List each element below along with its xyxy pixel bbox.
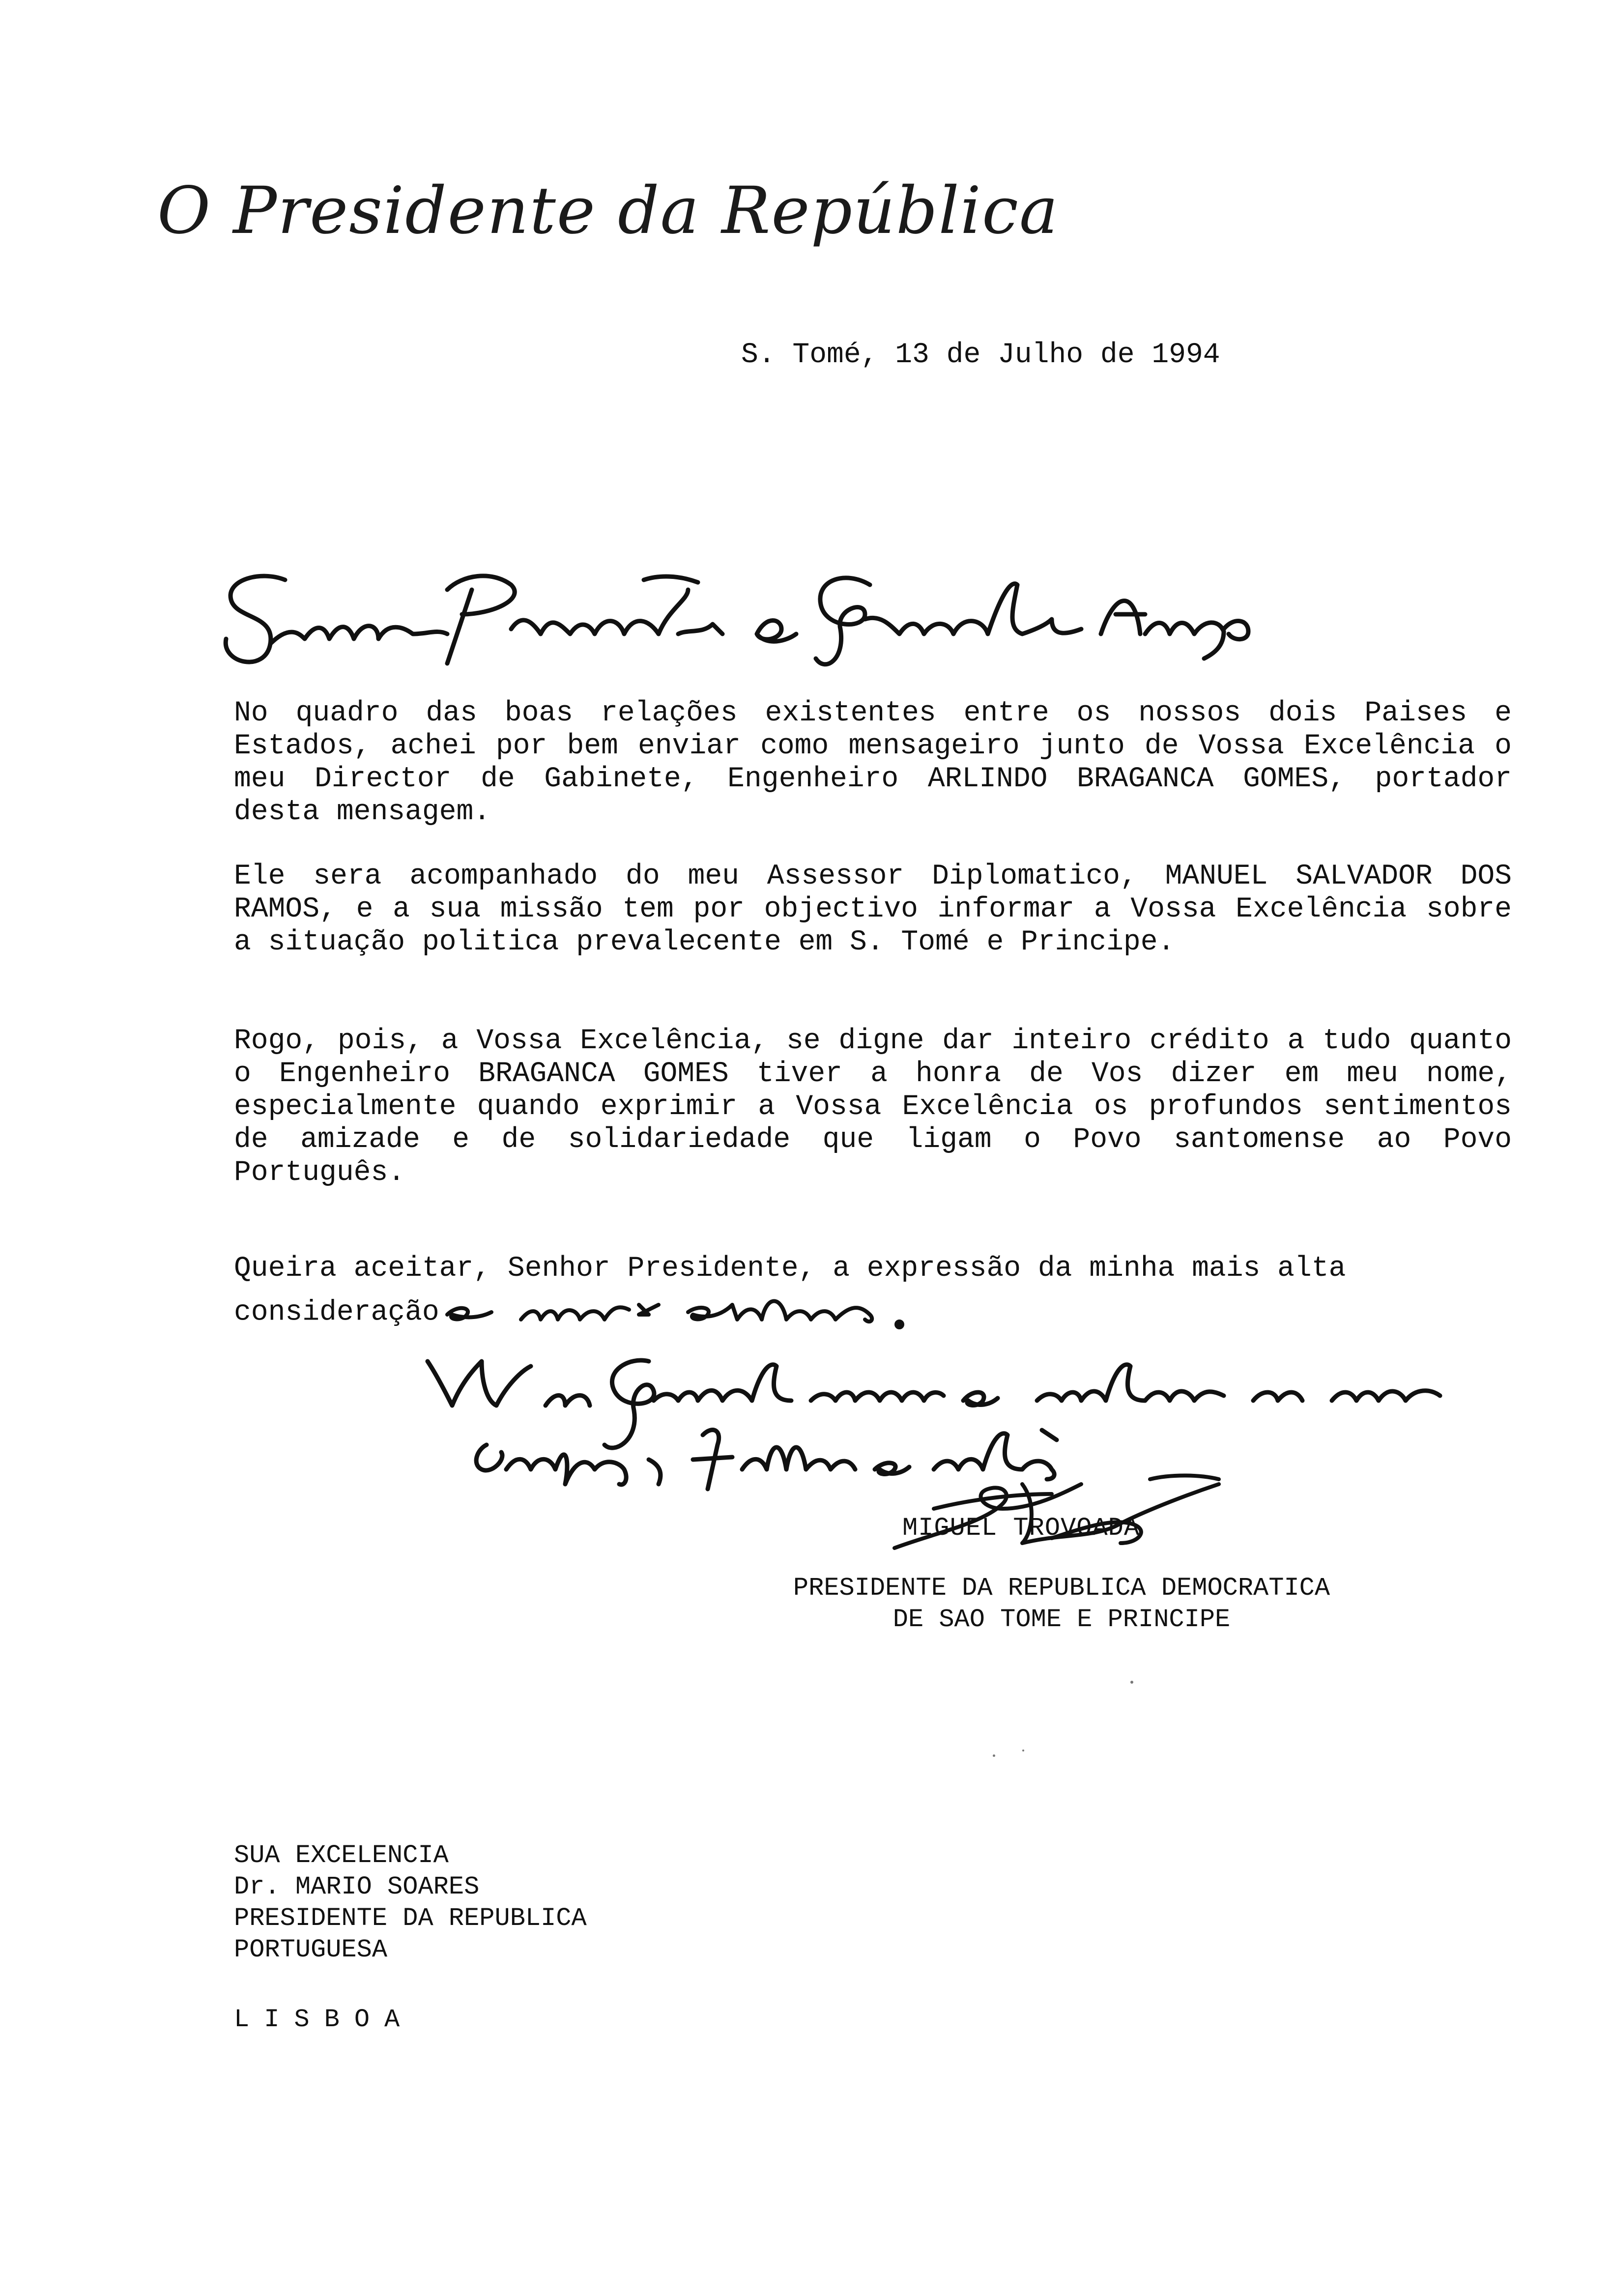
date-line: S. Tomé, 13 de Julho de 1994 — [741, 339, 1220, 371]
recipient-line: PRESIDENTE DA REPUBLICA — [234, 1904, 587, 1933]
body-paragraph — [234, 697, 1512, 829]
paragraph-text: Ele sera acompanhado do meu Assessor Diplomatico, MANUEL SALVADOR DOS RAMOS, e a sua missão tem por objectivo informar a Vossa Excelência sobre a situação politica prevalecente em S. Tomé e Principe. — [234, 861, 1512, 958]
handwritten-salutation — [216, 560, 1258, 678]
scan-speck — [1130, 1681, 1133, 1684]
signatory-title-line-2: DE SAO TOME E PRINCIPE — [892, 1605, 1231, 1634]
body-paragraph — [234, 860, 1512, 959]
paragraph-text: Rogo, pois, a Vossa Excelência, se digne dar inteiro crédito a tudo quanto o Engenheiro BRAGANCA GOMES tiver a honra de Vos dizer em meu nome, especialmente quando exprimir a Vossa Excelência os profundos sentimentos de amizade e de solidariedade que ligam o Povo santomense ao Povo Português. — [234, 1025, 1512, 1189]
recipient-line: Dr. MARIO SOARES — [234, 1872, 480, 1901]
closing-word: consideração — [234, 1296, 439, 1329]
recipient-city: LISBOA — [234, 2005, 415, 2034]
closing-paragraph — [234, 1252, 1512, 1339]
scan-speck — [1022, 1750, 1024, 1751]
paragraph-text: No quadro das boas relações existentes entre os nossos dois Paises e Estados, achei por bem enviar como mensageiro junto de Vossa Excelência o meu Director de Gabinete, Engenheiro ARLINDO BRAGANCA GOMES, portador desta mensagem. — [234, 697, 1512, 828]
scan-speck — [993, 1754, 995, 1757]
recipient-line: SUA EXCELENCIA — [234, 1841, 449, 1870]
closing-line-2 — [234, 1285, 1512, 1339]
signatory-name: MIGUEL TROVOADA — [902, 1514, 1140, 1543]
recipient-line: PORTUGUESA — [234, 1935, 388, 1964]
letterhead-title: O Presidente da República — [157, 173, 1059, 249]
body-paragraph — [234, 1025, 1512, 1189]
signatory-title-line-1: PRESIDENTE DA REPUBLICA DEMOCRATICA — [793, 1574, 1330, 1603]
signatory-title — [698, 1573, 1425, 1636]
handwritten-addition — [442, 1285, 944, 1339]
closing-line-1: Queira aceitar, Senhor Presidente, a expressão da minha mais alta — [234, 1253, 1346, 1285]
recipient-address — [234, 1840, 587, 1966]
